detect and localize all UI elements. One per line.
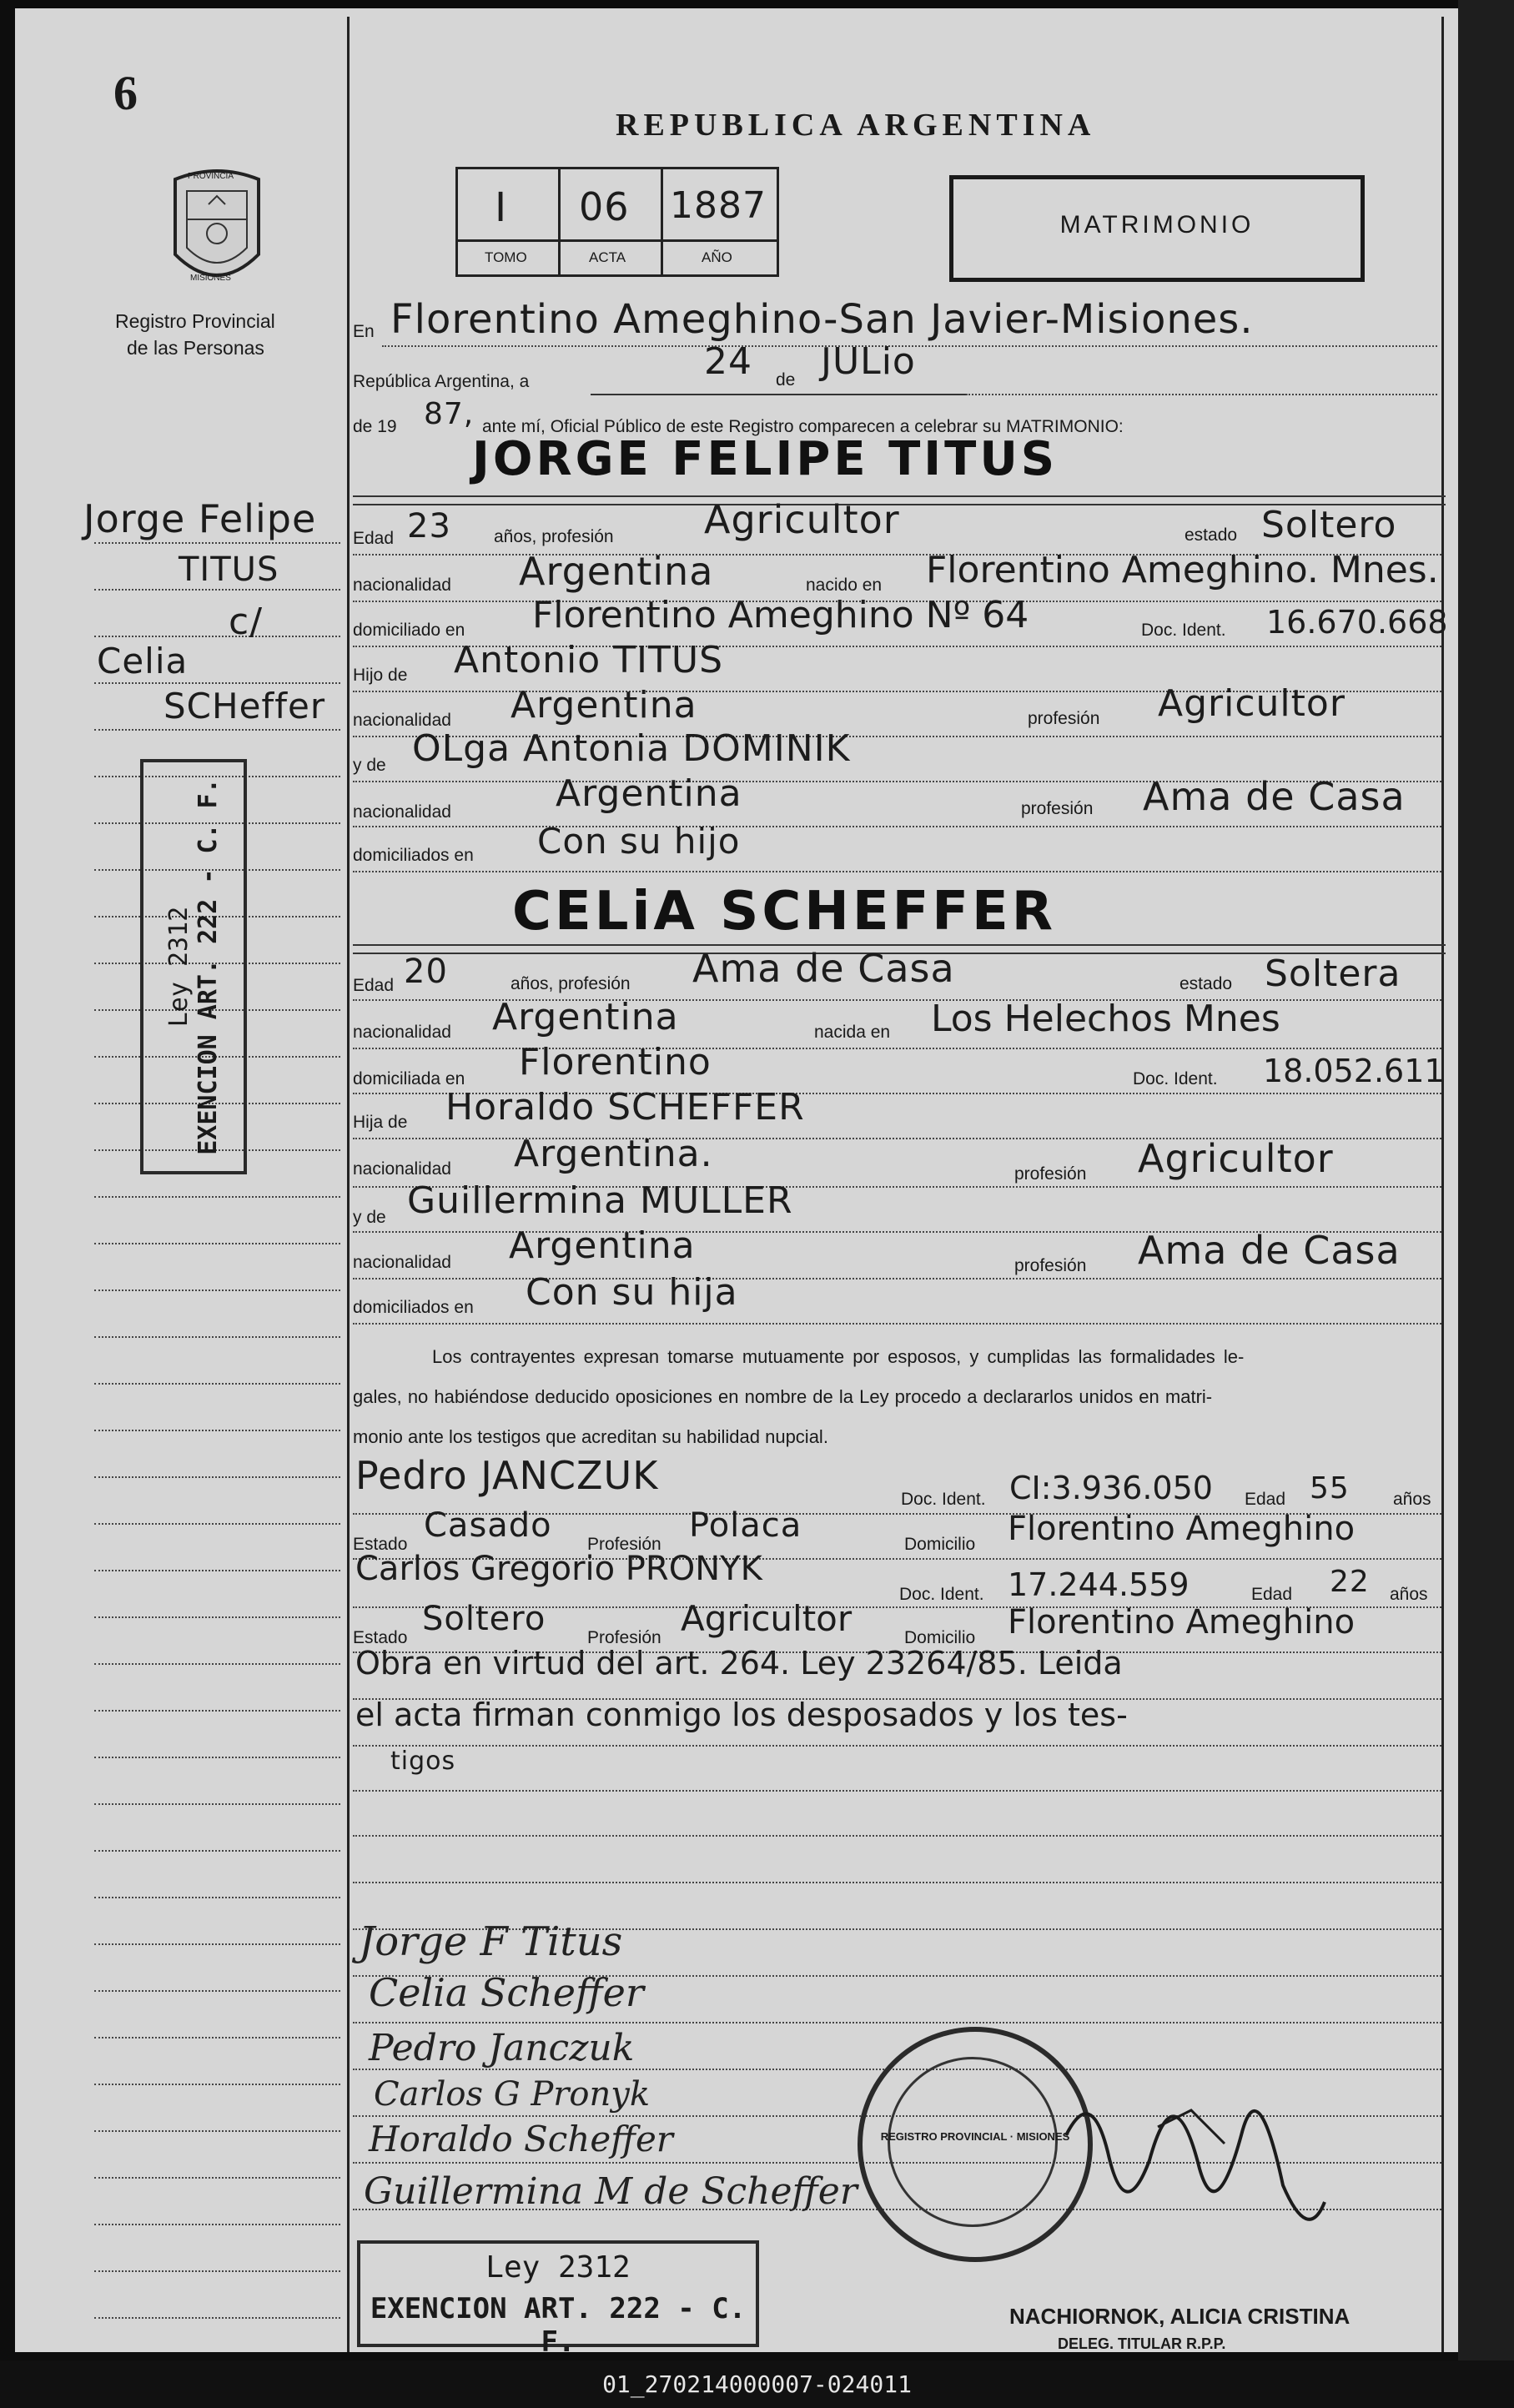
margin-stamp-line1: Ley 2312 <box>164 906 194 1028</box>
groom-padre-nac-label: nacionalidad <box>353 711 451 730</box>
book-binding-edge <box>1458 0 1514 2360</box>
tomo-value: I <box>495 184 508 231</box>
bride-nac-label: nacionalidad <box>353 1023 451 1042</box>
witness2-prof-label: Profesión <box>587 1628 661 1647</box>
witness2-estado: Soltero <box>422 1600 546 1638</box>
witness2-doc-label: Doc. Ident. <box>899 1585 984 1604</box>
groom-estado-label: estado <box>1185 525 1238 545</box>
groom-madre-prof: Ama de Casa <box>1143 774 1406 819</box>
groom-madre-nac-label: nacionalidad <box>353 802 451 822</box>
bride-doc: 18.052.611 <box>1263 1053 1445 1089</box>
footer-file-id: 01_270214000007-024011 <box>0 2360 1514 2408</box>
groom-dom-padres-label: domiciliados en <box>353 846 474 865</box>
bride-padre-prof-label: profesión <box>1014 1164 1087 1184</box>
margin-ruled-line <box>94 589 340 591</box>
page-number: 6 <box>113 66 138 120</box>
declaration-line3: monio ante los testigos que acreditan su habilidad nupcial. <box>353 1426 828 1447</box>
margin-ruled-line <box>94 1289 340 1291</box>
margin-ruled-line <box>94 1990 340 1992</box>
closing-line2: el acta firman conmigo los desposados y los tes- <box>355 1697 1128 1733</box>
witness1-domicilio: Florentino Ameghino <box>1008 1510 1356 1548</box>
header-title: REPUBLICA ARGENTINA <box>616 108 1096 143</box>
witness2-profesion: Agricultor <box>681 1598 853 1639</box>
bride-dom-label: domiciliada en <box>353 1069 465 1088</box>
margin-note-line1: Jorge Felipe <box>83 496 317 541</box>
groom-edad-label: Edad <box>353 529 395 548</box>
groom-madre-prof-label: profesión <box>1021 799 1094 818</box>
bride-madre-nac-label: nacionalidad <box>353 1253 451 1272</box>
bottom-stamp-line1: Ley 2312 <box>485 2250 631 2285</box>
groom-madre-nac: Argentina <box>556 772 742 815</box>
groom-dom-padres: Con su hijo <box>537 821 741 862</box>
groom-nacido: Florentino Ameghino. Mnes. <box>926 549 1439 591</box>
intro-day: 24 <box>704 340 752 383</box>
groom-profesion: Agricultor <box>704 497 900 542</box>
groom-edad: 23 <box>407 507 451 545</box>
bride-y-de-label: y de <box>353 1208 386 1227</box>
signature-bride-mother: Guillermina M de Scheffer <box>364 2170 858 2213</box>
margin-note-line3: c/ <box>229 601 264 643</box>
closing-line3: tigos <box>390 1747 456 1776</box>
witness1-dom-label: Domicilio <box>904 1535 976 1554</box>
document-type: MATRIMONIO <box>1059 211 1255 239</box>
bride-nacionalidad: Argentina <box>492 996 679 1038</box>
witness1-estado: Casado <box>424 1506 552 1545</box>
intro-place: Florentino Ameghino-San Javier-Misiones. <box>390 296 1254 343</box>
groom-doc: 16.670.668 <box>1266 604 1448 641</box>
witness2-estado-label: Estado <box>353 1628 408 1647</box>
margin-stamp-line2: EXENCION ART. 222 - C. F. <box>194 778 223 1155</box>
margin-ruled-line <box>94 1757 340 1758</box>
register-sheet <box>15 8 1458 2359</box>
bride-nacida: Los Helechos Mnes <box>931 998 1280 1040</box>
margin-ruled-line <box>94 636 340 637</box>
margin-ruled-line <box>94 2130 340 2132</box>
bride-edad-label: Edad <box>353 976 395 995</box>
witness1-name: Pedro JANCZUK <box>355 1453 659 1498</box>
margin-exemption-stamp <box>140 759 247 1174</box>
act-number-box <box>455 167 779 277</box>
witness1-edad-label: Edad <box>1245 1490 1286 1509</box>
witness2-edad-label: Edad <box>1251 1585 1293 1604</box>
groom-name: JORGE FELIPE TITUS <box>472 432 1059 486</box>
groom-nac-label: nacionalidad <box>353 576 451 595</box>
witness1-doc: CI:3.936.050 <box>1009 1470 1213 1506</box>
witness2-edad: 22 <box>1330 1565 1370 1599</box>
margin-ruled-line <box>94 2270 340 2272</box>
groom-nacionalidad: Argentina <box>519 549 714 594</box>
margin-ruled-line <box>94 2224 340 2225</box>
signature-bride-father: Horaldo Scheffer <box>369 2119 673 2159</box>
margin-ruled-line <box>94 1943 340 1945</box>
bride-padre-nac: Argentina. <box>514 1133 713 1175</box>
bottom-stamp-line2: EXENCION ART. 222 - C. F. <box>370 2292 747 2359</box>
bride-profesion: Ama de Casa <box>692 946 955 991</box>
margin-ruled-line <box>94 1383 340 1385</box>
bride-anios-label: años, profesión <box>511 974 631 993</box>
margin-ruled-line <box>94 2084 340 2085</box>
witness2-dom-label: Domicilio <box>904 1628 976 1647</box>
bride-dom-padres: Con su hija <box>526 1271 738 1314</box>
bride-hija-label: Hija de <box>353 1113 408 1132</box>
bottom-exemption-stamp <box>357 2240 759 2359</box>
signature-witness2: Carlos G Pronyk <box>374 2075 651 2114</box>
groom-doc-label: Doc. Ident. <box>1141 621 1226 640</box>
margin-ruled-line <box>94 1243 340 1244</box>
closing-line1: Obra en virtud del art. 264. Ley 23264/85. Leida <box>355 1645 1123 1682</box>
witness1-doc-label: Doc. Ident. <box>901 1490 986 1509</box>
signature-witness1: Pedro Janczuk <box>369 2027 635 2069</box>
witness1-prof-label: Profesión <box>587 1535 661 1554</box>
groom-padre-prof-label: profesión <box>1028 709 1100 728</box>
bride-madre: Guillermina MULLER <box>407 1179 793 1222</box>
official-signature <box>1033 2035 1333 2260</box>
right-column-rule <box>1441 17 1444 2352</box>
margin-ruled-line <box>94 1523 340 1525</box>
witness2-domicilio: Florentino Ameghino <box>1008 1603 1356 1641</box>
anio-value: 1887 <box>670 184 767 227</box>
groom-domicilio: Florentino Ameghino Nº 64 <box>532 594 1029 636</box>
bride-dom-padres-label: domiciliados en <box>353 1298 474 1317</box>
bride-padre-nac-label: nacionalidad <box>353 1159 451 1179</box>
margin-note-line2: TITUS <box>179 550 279 589</box>
witness1-anios-label: años <box>1393 1490 1431 1509</box>
signature-groom: Jorge F Titus <box>359 1918 623 1965</box>
intro-en-label: En <box>353 322 375 341</box>
bride-name: CELiA SCHEFFER <box>512 881 1056 943</box>
margin-ruled-line <box>94 1850 340 1852</box>
bride-estado-label: estado <box>1180 974 1233 993</box>
left-column-rule <box>347 17 350 2352</box>
seal-bottom-text: MISIONES <box>190 274 231 283</box>
signature-bride: Celia Scheffer <box>369 1970 644 2015</box>
margin-ruled-line <box>94 1430 340 1431</box>
groom-nacido-label: nacido en <box>806 576 883 595</box>
intro-year-prefix: de 19 <box>353 417 397 436</box>
round-seal-text: REGISTRO PROVINCIAL · MISIONES <box>880 2130 1070 2143</box>
groom-hijo-label: Hijo de <box>353 666 408 685</box>
registry-line2: de las Personas <box>127 337 264 359</box>
bride-domicilio: Florentino <box>519 1041 712 1083</box>
margin-ruled-line <box>94 1476 340 1478</box>
bride-edad: 20 <box>404 953 448 991</box>
body-ruled-line <box>353 1882 1441 1883</box>
bride-madre-prof: Ama de Casa <box>1138 1228 1401 1273</box>
body-ruled-line <box>353 1835 1441 1837</box>
margin-ruled-line <box>94 2037 340 2039</box>
groom-estado: Soltero <box>1261 504 1397 546</box>
groom-padre-prof: Agricultor <box>1158 682 1345 725</box>
groom-anios-label: años, profesión <box>494 527 614 546</box>
margin-ruled-line <box>94 2177 340 2179</box>
groom-y-de-label: y de <box>353 756 386 775</box>
bride-estado: Soltera <box>1265 953 1401 995</box>
groom-dom-label: domiciliado en <box>353 621 465 640</box>
margin-ruled-line <box>94 1663 340 1665</box>
intro-republica-label: República Argentina, a <box>353 372 530 391</box>
official-name: NACHIORNOK, ALICIA CRISTINA <box>1009 2304 1351 2329</box>
witness2-anios-label: años <box>1390 1585 1428 1604</box>
seal-top-text: PROVINCIA <box>188 172 234 181</box>
acta-value: 06 <box>579 184 630 229</box>
groom-padre-nac: Argentina <box>511 684 697 726</box>
intro-statement: ante mí, Oficial Público de este Registro comparecen a celebrar su MATRIMONIO: <box>482 417 1124 436</box>
margin-ruled-line <box>94 1710 340 1712</box>
groom-padre: Antonio TITUS <box>454 639 724 681</box>
bride-doc-label: Doc. Ident. <box>1133 1069 1218 1088</box>
margin-note-line5: SCHeffer <box>163 686 326 726</box>
margin-ruled-line <box>94 1196 340 1198</box>
margin-ruled-line <box>94 1336 340 1338</box>
declaration-line2: gales, no habiéndose deducido oposiciones en nombre de la Ley procedo a declararlos unidos en matri- <box>353 1386 1213 1407</box>
tomo-label: TOMO <box>485 249 527 265</box>
margin-ruled-line <box>94 1616 340 1618</box>
witness1-estado-label: Estado <box>353 1535 408 1554</box>
groom-madre: OLga Antonia DOMINIK <box>412 727 851 770</box>
bride-padre: Horaldo SCHEFFER <box>445 1086 805 1129</box>
acta-label: ACTA <box>589 249 626 265</box>
document-type-box <box>949 175 1365 282</box>
margin-ruled-line <box>94 542 340 544</box>
official-title: DELEG. TITULAR R.P.P. <box>1058 2335 1226 2352</box>
margin-ruled-line <box>94 1897 340 1898</box>
margin-ruled-line <box>94 682 340 684</box>
margin-ruled-line <box>94 1803 340 1805</box>
bride-padre-prof: Agricultor <box>1138 1136 1334 1181</box>
witness2-name: Carlos Gregorio PRONYK <box>355 1550 762 1588</box>
bride-madre-prof-label: profesión <box>1014 1256 1087 1275</box>
margin-ruled-line <box>94 2317 340 2319</box>
declaration-line1: Los contrayentes expresan tomarse mutuamente por esposos, y cumplidas las formalidades le- <box>432 1346 1245 1367</box>
intro-month: JULio <box>821 340 916 383</box>
registry-line1: Registro Provincial <box>115 310 275 332</box>
margin-ruled-line <box>94 1570 340 1571</box>
bride-madre-nac: Argentina <box>509 1224 696 1267</box>
intro-year-suffix: 87, <box>424 397 475 431</box>
witness1-profesion: Polaca <box>689 1506 802 1545</box>
witness2-doc: 17.244.559 <box>1008 1566 1190 1603</box>
bride-nacida-label: nacida en <box>814 1023 891 1042</box>
anio-label: AÑO <box>702 249 732 265</box>
witness1-edad: 55 <box>1310 1471 1350 1506</box>
intro-de-label: de <box>776 370 796 390</box>
margin-note-line4: Celia <box>97 641 189 681</box>
body-ruled-line <box>353 2022 1441 2023</box>
margin-ruled-line <box>94 729 340 731</box>
